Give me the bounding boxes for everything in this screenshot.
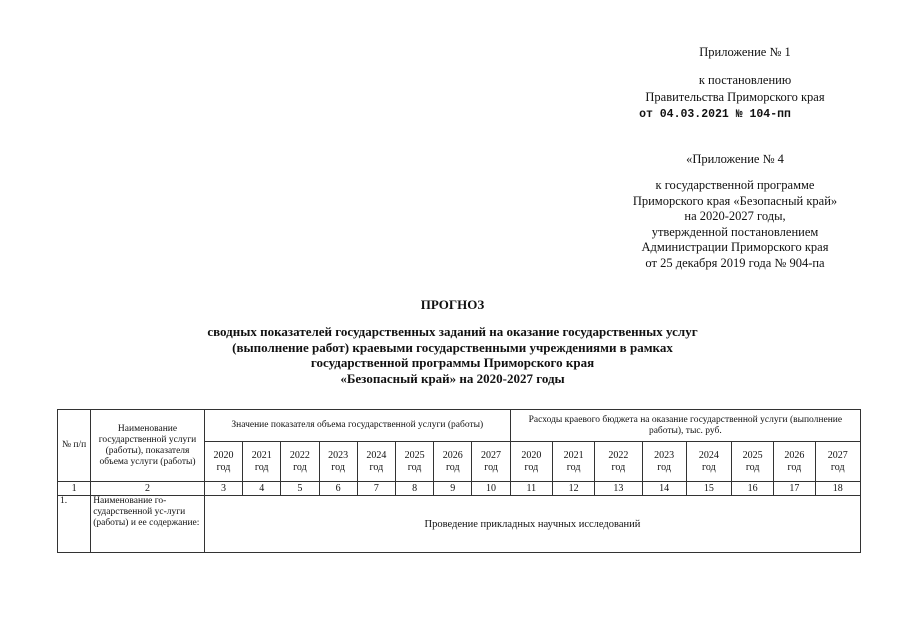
year-header: 2021 год xyxy=(552,442,594,482)
column-number: 5 xyxy=(281,482,319,496)
subtitle-line: сводных показателей государственных заданий на оказание государственных услуг xyxy=(207,324,698,339)
year-header: 2023 год xyxy=(642,442,686,482)
program-line: Приморского края «Безопасный край» xyxy=(632,193,838,208)
year-header: 2025 год xyxy=(395,442,433,482)
year-header: 2027 год xyxy=(472,442,510,482)
row-name: Наименование го-сударственной ус-луги (работы) и ее содержание: xyxy=(91,496,205,553)
column-number-row xyxy=(58,482,861,496)
column-number: 16 xyxy=(732,482,774,496)
column-number: 14 xyxy=(642,482,686,496)
subtitle-line: государственной программы Приморского края xyxy=(310,355,595,370)
column-number: 10 xyxy=(472,482,510,496)
subtitle-line: «Безопасный край» на 2020-2027 годы xyxy=(340,370,565,386)
year-header: 2021 год xyxy=(243,442,281,482)
column-number: 13 xyxy=(595,482,642,496)
column-number: 2 xyxy=(91,482,205,496)
column-number: 4 xyxy=(243,482,281,496)
appendix-label: Приложение № 1 xyxy=(699,45,791,59)
column-number: 9 xyxy=(434,482,472,496)
column-number: 15 xyxy=(686,482,731,496)
col-header-number: № п/п xyxy=(58,410,91,482)
year-header: 2022 год xyxy=(595,442,642,482)
appendix-4-label: «Приложение № 4 xyxy=(686,152,784,166)
column-number: 12 xyxy=(552,482,594,496)
column-number: 11 xyxy=(510,482,552,496)
column-number: 17 xyxy=(774,482,815,496)
year-header: 2022 год xyxy=(281,442,319,482)
column-number: 7 xyxy=(357,482,395,496)
subtitle-line: (выполнение работ) краевыми государственными учреждениями в рамках xyxy=(232,339,673,355)
program-reference xyxy=(600,178,870,271)
year-header: 2026 год xyxy=(434,442,472,482)
year-header: 2020 год xyxy=(510,442,552,482)
program-line: от 25 декабря 2019 года № 904-па xyxy=(645,255,825,270)
table-row xyxy=(58,496,861,553)
row-number: 1. xyxy=(58,496,91,553)
column-number: 3 xyxy=(204,482,242,496)
service-content: Проведение прикладных научных исследований xyxy=(204,496,860,553)
program-line: утвержденной постановлением xyxy=(651,224,819,239)
document-title: ПРОГНОЗ xyxy=(420,297,485,312)
group-header-expenses: Расходы краевого бюджета на оказание государственной услуги (выполнение работы), тыс. руб. xyxy=(510,410,860,442)
year-header: 2024 год xyxy=(357,442,395,482)
government-label: Правительства Приморского края xyxy=(645,90,825,104)
to-resolution-label: к постановлению xyxy=(698,73,792,87)
year-header: 2025 год xyxy=(732,442,774,482)
column-number: 18 xyxy=(815,482,861,496)
year-header: 2026 год xyxy=(774,442,815,482)
program-line: на 2020-2027 годы, xyxy=(684,209,786,223)
year-header: 2023 год xyxy=(319,442,357,482)
year-header: 2024 год xyxy=(686,442,731,482)
year-header: 2020 год xyxy=(204,442,242,482)
resolution-date: от 04.03.2021 № 104-пп xyxy=(639,108,791,121)
year-header: 2027 год xyxy=(815,442,861,482)
col-header-name: Наименование государственной услуги (работы), показателя объема услуги (работы) xyxy=(91,410,205,482)
column-number: 8 xyxy=(395,482,433,496)
document-subtitle xyxy=(0,324,905,386)
forecast-table xyxy=(57,409,861,553)
group-header-volume: Значение показателя объема государственной услуги (работы) xyxy=(204,410,510,442)
column-number: 1 xyxy=(58,482,91,496)
column-number: 6 xyxy=(319,482,357,496)
program-line: к государственной программе xyxy=(655,178,815,192)
program-line: Администрации Приморского края xyxy=(641,240,829,254)
